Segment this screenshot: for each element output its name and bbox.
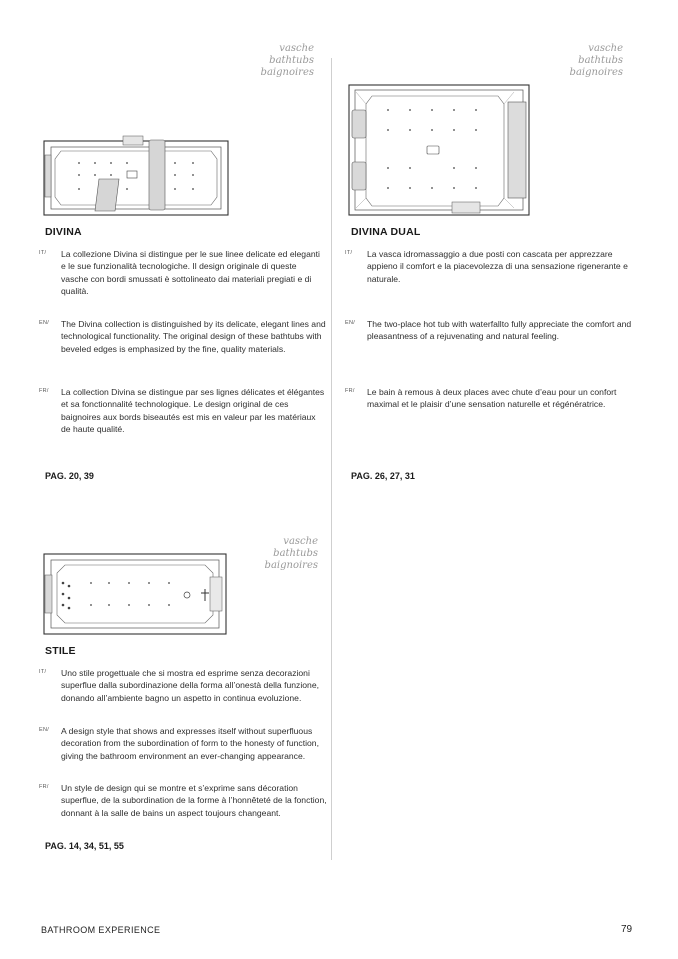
divina-dual-text-en: The two-place hot tub with waterfallto fully appreciate the comfort and pleasantness of a rejuvenating and natural feeling.	[367, 319, 632, 342]
category-tag: vasche bathtubs baignoires	[569, 43, 623, 78]
divina-dual-text-it: La vasca idromassaggio a due posti con cascata per apprezzare appieno il comfort e la piacevolezza di una sensazione rigenerante e naturale.	[367, 249, 628, 284]
lang-code-en: EN/	[39, 727, 50, 733]
category-tag: vasche bathtubs baignoires	[264, 536, 318, 571]
divina-text-it: La collezione Divina si distingue per le sue linee delicate ed eleganti e le sue funzionalità tecnologiche. Il design originale di queste vasche con bordi smussati è sottolineato dai materiali pregiati e di qualità.	[61, 249, 320, 297]
footer-label: BATHROOM EXPERIENCE	[41, 925, 161, 935]
divina-dual-title: DIVINA DUAL	[351, 226, 421, 238]
lang-code-it: IT/	[345, 250, 353, 256]
lang-code-fr: FR/	[345, 388, 355, 394]
stile-page-refs: PAG. 14, 34, 51, 55	[45, 841, 124, 851]
divina-dual-text-fr: Le bain à remous à deux places avec chute d’eau pour un confort maximal et le plaisir d’une sensation naturelle et régénératrice.	[367, 387, 617, 410]
divina-page-refs: PAG. 20, 39	[45, 471, 94, 481]
divina-dual-page-refs: PAG. 26, 27, 31	[351, 471, 415, 481]
lang-code-it: IT/	[39, 669, 47, 675]
divina-title: DIVINA	[45, 226, 82, 238]
lang-code-en: EN/	[39, 320, 50, 326]
stile-title: STILE	[45, 645, 76, 657]
lang-code-fr: FR/	[39, 784, 49, 790]
lang-code-en: EN/	[345, 320, 356, 326]
column-divider	[331, 58, 332, 860]
divina-text-fr: La collection Divina se distingue par ses lignes délicates et élégantes et sa fonctionnalité technologique. Le design original de ces baignoires aux bords biseautés est mis en valeur par les matériaux de haute qualité.	[61, 387, 325, 435]
stile-text-fr: Un style de design qui se montre et s’exprime sans décoration superflue, de la subordination de la forme à l’honnêteté de la fonction, donnant à la salle de bains un aspect toujours changeant.	[61, 783, 327, 818]
page-number: 79	[621, 924, 633, 935]
stile-text-it: Uno stile progettuale che si mostra ed esprime senza decorazioni superflue dalla subordinazione della forma all’onestà della funzione, donando all’ambiente bagno un aspetto in continua evoluzione.	[61, 668, 319, 703]
divina-text-en: The Divina collection is distinguished by its delicate, elegant lines and technological functionality. The original design of these bathtubs with beveled edges is emphasized by the fine, quality materials.	[61, 319, 326, 354]
lang-code-it: IT/	[39, 250, 47, 256]
stile-text-en: A design style that shows and expresses itself without superfluous decoration from the subordination of form to the honesty of function, giving the bathroom environment an ever-changing appearance.	[61, 726, 319, 761]
lang-code-fr: FR/	[39, 388, 49, 394]
divina-bathtub-drawing	[43, 135, 229, 217]
stile-bathtub-drawing	[43, 553, 227, 635]
category-tag: vasche bathtubs baignoires	[260, 43, 314, 78]
divina-dual-bathtub-drawing	[348, 84, 530, 216]
